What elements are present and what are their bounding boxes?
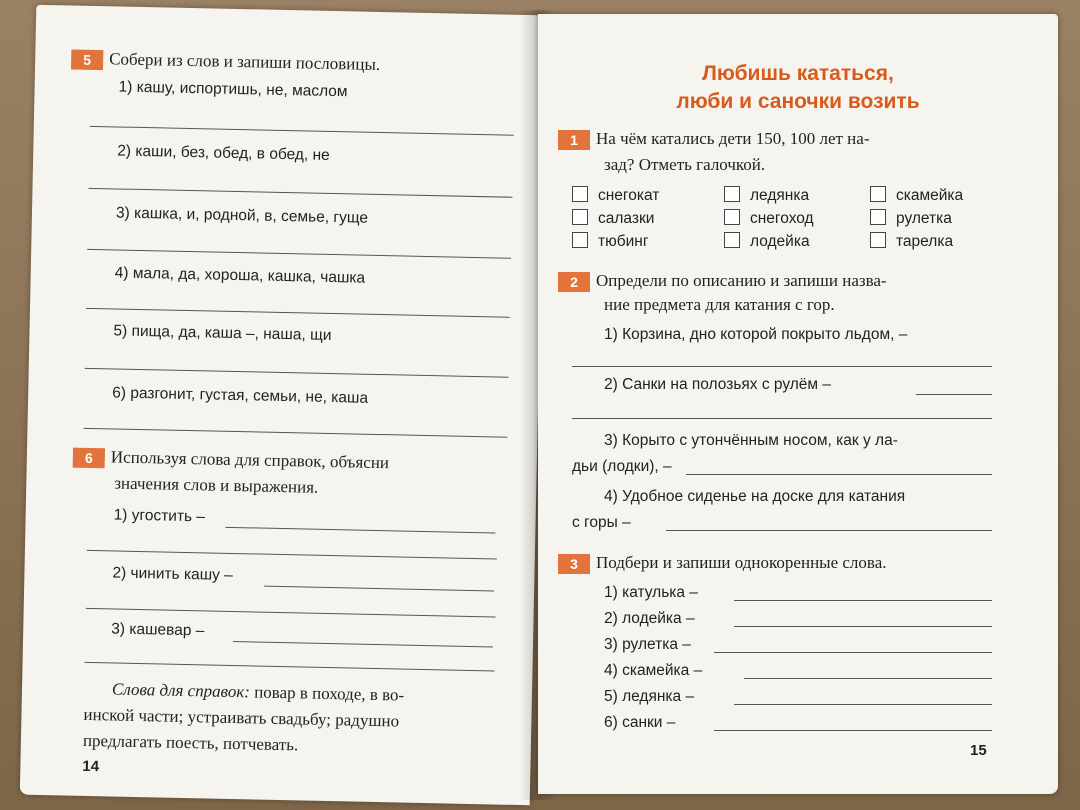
task5-title: Собери из слов и запиши пословицы.	[109, 49, 381, 74]
task6-badge: 6	[73, 448, 105, 469]
task2-title-line1: Определи по описанию и запиши назва-	[596, 271, 887, 290]
answer-line[interactable]	[744, 678, 992, 679]
answer-line[interactable]	[734, 626, 992, 627]
task5-item-1: 1) кашу, испортишь, не, маслом	[118, 78, 348, 101]
answer-line[interactable]	[714, 652, 992, 653]
answer-line[interactable]	[233, 641, 493, 647]
answer-line[interactable]	[86, 608, 496, 618]
checkbox[interactable]	[724, 186, 740, 202]
checkbox[interactable]	[870, 209, 886, 225]
option-cell[interactable]	[572, 209, 654, 228]
task2-q2: 2) Санки на полозьях с рулём –	[604, 376, 831, 393]
option-label: лодейка	[750, 233, 810, 250]
task3-item-4: 4) скамейка –	[604, 662, 703, 679]
task3-item-5: 5) ледянка –	[604, 688, 695, 705]
checkbox[interactable]	[870, 186, 886, 202]
answer-line[interactable]	[734, 600, 992, 601]
option-cell[interactable]	[724, 186, 809, 205]
task5-item-2: 2) каши, без, обед, в обед, не	[117, 142, 330, 164]
option-label: тюбинг	[598, 233, 649, 250]
task3-item-2: 2) лодейка –	[604, 610, 695, 627]
task1-badge: 1	[558, 130, 590, 150]
option-cell[interactable]	[870, 209, 952, 228]
task5-badge: 5	[71, 50, 103, 71]
answer-line[interactable]	[734, 704, 992, 705]
answer-line[interactable]	[86, 308, 510, 318]
task2-q4-line1: 4) Удобное сиденье на доске для катания	[604, 488, 906, 505]
task2-heading	[558, 270, 887, 292]
task3-item-3: 3) рулетка –	[604, 636, 691, 653]
task3-item-6: 6) санки –	[604, 714, 676, 731]
option-cell[interactable]	[724, 209, 814, 228]
checkbox[interactable]	[572, 209, 588, 225]
task2-title-line2: ние предмета для катания с гор.	[604, 295, 835, 314]
task6-heading	[73, 446, 390, 475]
answer-line[interactable]	[225, 527, 495, 534]
task1-title-line1: На чём катались дети 150, 100 лет на-	[596, 129, 870, 148]
reference-text: повар в походе, в во-	[249, 682, 405, 705]
option-label: ледянка	[750, 187, 810, 204]
checkbox[interactable]	[870, 232, 886, 248]
answer-line[interactable]	[85, 662, 495, 672]
reference-line2: инской части; устраивать свадьбу; радушно	[83, 704, 400, 731]
task3-heading	[558, 552, 887, 574]
task2-q1: 1) Корзина, дно которой покрыто льдом, –	[604, 326, 908, 343]
answer-line[interactable]	[666, 530, 992, 531]
answer-line[interactable]	[916, 394, 992, 395]
lesson-title-line1: Любишь кататься,	[702, 62, 894, 85]
checkbox[interactable]	[724, 232, 740, 248]
option-cell[interactable]	[572, 186, 659, 205]
option-cell[interactable]	[572, 232, 648, 251]
option-label: салазки	[598, 210, 655, 227]
task2-q4-line2: с горы –	[572, 514, 631, 531]
answer-line[interactable]	[572, 418, 992, 419]
task3-badge: 3	[558, 554, 590, 574]
task6-item-3: 3) кашевар –	[111, 620, 205, 640]
answer-line[interactable]	[88, 188, 512, 198]
task1-heading	[558, 128, 869, 150]
checkbox[interactable]	[572, 186, 588, 202]
checkbox[interactable]	[724, 209, 740, 225]
task2-q3-line2: дьи (лодки), –	[572, 458, 672, 475]
answer-line[interactable]	[83, 428, 507, 438]
task6-item-2: 2) чинить кашу –	[112, 564, 233, 584]
lesson-title-line2: люби и саночки возить	[676, 90, 920, 113]
task5-item-5: 5) пища, да, каша –, наша, щи	[113, 322, 332, 344]
checkbox[interactable]	[572, 232, 588, 248]
task6-title-line1: Используя слова для справок, объясни	[110, 447, 390, 473]
page-number-right: 15	[970, 742, 987, 759]
answer-line[interactable]	[85, 368, 509, 378]
task2-badge: 2	[558, 272, 590, 292]
task3-item-1: 1) катулька –	[604, 584, 698, 601]
left-page	[20, 5, 546, 806]
task5-item-6: 6) разгонит, густая, семьи, не, каша	[112, 384, 369, 407]
task6-title-line2: значения слов и выражения.	[114, 473, 319, 497]
option-label: снегоход	[750, 210, 814, 227]
option-cell[interactable]	[870, 232, 953, 251]
task1-title-line2: зад? Отметь галочкой.	[604, 155, 766, 174]
answer-line[interactable]	[686, 474, 992, 475]
task5-item-4: 4) мала, да, хороша, кашка, чашка	[114, 264, 366, 287]
answer-line[interactable]	[90, 126, 514, 136]
option-cell[interactable]	[724, 232, 810, 251]
reference-label: Слова для справок:	[111, 679, 251, 702]
task5-item-3: 3) кашка, и, родной, в, семье, гуще	[115, 204, 369, 227]
option-label: тарелка	[896, 233, 954, 250]
answer-line[interactable]	[264, 586, 494, 592]
option-label: рулетка	[896, 210, 952, 227]
task6-item-1: 1) угостить –	[113, 506, 206, 526]
option-label: скамейка	[896, 187, 964, 204]
option-cell[interactable]	[870, 186, 963, 205]
reference-line3: предлагать поесть, потчевать.	[82, 730, 299, 755]
right-page	[538, 14, 1058, 794]
task5-heading	[71, 47, 380, 76]
task3-title: Подбери и запиши однокоренные слова.	[596, 553, 887, 572]
page-number-left: 14	[82, 757, 100, 776]
answer-line[interactable]	[714, 730, 992, 731]
answer-line[interactable]	[87, 249, 511, 259]
option-label: снегокат	[598, 187, 660, 204]
answer-line[interactable]	[87, 550, 497, 560]
task2-q3-line1: 3) Корыто с утончённым носом, как у ла-	[604, 432, 898, 449]
answer-line[interactable]	[572, 366, 992, 367]
